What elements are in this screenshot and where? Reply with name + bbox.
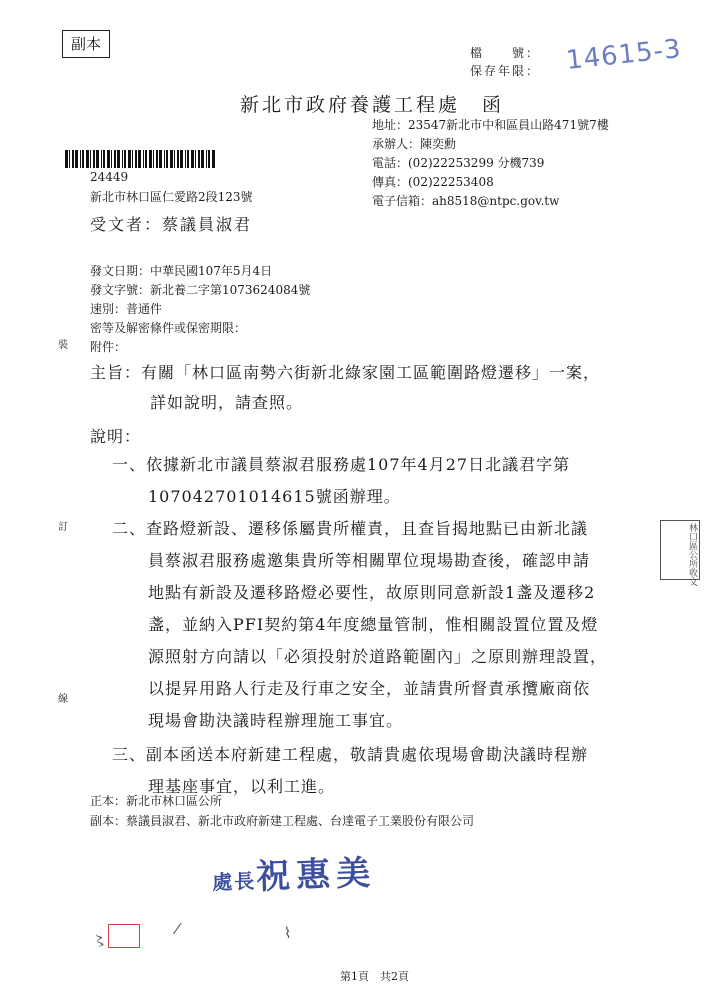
- recipient-address: 新北市林口區仁愛路2段123號: [90, 190, 253, 204]
- file-number-label: 檔 號：: [470, 46, 541, 60]
- postal-code: 24449: [90, 170, 129, 184]
- main-recipient: 正本：新北市林口區公所: [90, 794, 223, 808]
- handwritten-scribble-2: ⁄: [175, 919, 180, 939]
- item-1-line-2: 107042701014615號函辦理。: [148, 487, 401, 506]
- item-2-line-7: 現場會勘決議時程辦理施工事宜。: [148, 711, 404, 730]
- subject-line-1: 主旨：有關「林口區南勢六街新北綠家園工區範圍路燈遷移」一案，: [90, 363, 601, 382]
- item-2-line-1: 二、查路燈新設、遷移係屬貴所權責，且查旨揭地點已由新北議: [112, 519, 589, 538]
- receipt-seal: 林口區公所收文: [660, 520, 700, 580]
- document-title: 新北市政府養護工程處 函: [240, 94, 505, 116]
- item-1-line-1: 一、依據新北市議員蔡淑君服務處107年4月27日北議君字第: [112, 455, 571, 474]
- copy-label: 副本: [62, 30, 110, 58]
- handwritten-scribble-1: 〻: [90, 931, 109, 951]
- issue-date: 發文日期：中華民國107年5月4日: [90, 264, 273, 278]
- contact-fax: 傳真：(02)22253408: [372, 175, 494, 189]
- handwritten-scribble-3: ⌇: [283, 923, 292, 943]
- document-number: 發文字號：新北養二字第1073624084號: [90, 283, 311, 297]
- signature-title: 處長: [211, 868, 257, 895]
- signature-name: 祝惠美: [255, 853, 377, 898]
- contact-phone: 電話：(02)22253299 分機739: [372, 156, 545, 170]
- page-number: 第1頁 共2頁: [340, 970, 409, 983]
- contact-address: 地址：23547新北市中和區員山路471號7樓: [372, 118, 609, 132]
- cc-recipients: 副本：蔡議員淑君、新北市政府新建工程處、台達電子工業股份有限公司: [90, 814, 475, 828]
- item-2-line-5: 源照射方向請以「必須投射於道路範圍內」之原則辦理設置，: [148, 647, 608, 666]
- explanation-label: 說明：: [90, 427, 142, 446]
- item-3-line-1: 三、副本函送本府新建工程處，敬請貴處依現場會勘決議時程辦: [112, 745, 589, 764]
- secrecy-level: 密等及解密條件或保密期限：: [90, 321, 247, 335]
- contact-email: 電子信箱：ah8518@ntpc.gov.tw: [372, 194, 560, 208]
- contact-officer: 承辦人：陳奕勳: [372, 137, 457, 151]
- delivery-speed: 速別：普通件: [90, 302, 163, 316]
- item-2-line-6: 以提昇用路人行走及行車之安全，並請貴所督責承攬廠商依: [148, 679, 591, 698]
- director-signature-stamp: [211, 845, 377, 900]
- barcode: [65, 150, 217, 168]
- item-3-line-2: 理基座事宜，以利工進。: [148, 777, 336, 796]
- red-seal: [108, 924, 140, 948]
- item-2-line-4: 盞，並納入PFI契約第4年度總量管制，惟相關設置位置及燈: [148, 615, 599, 634]
- margin-mark-bind: 裝: [58, 340, 68, 351]
- margin-mark-staple: 訂: [58, 522, 68, 533]
- recipient: 受文者：蔡議員淑君: [90, 215, 253, 234]
- retention-label: 保存年限：: [470, 64, 541, 78]
- margin-mark-line: 線: [58, 694, 68, 705]
- handwritten-file-number: 14615-3: [564, 34, 683, 76]
- item-2-line-3: 地點有新設及遷移路燈必要性，故原則同意新設1盞及遷移2: [148, 583, 596, 602]
- item-2-line-2: 員蔡淑君服務處邀集貴所等相關單位現場勘查後，確認申請: [148, 551, 591, 570]
- attachment: 附件：: [90, 340, 127, 354]
- subject-line-2: 詳如說明，請查照。: [150, 393, 304, 412]
